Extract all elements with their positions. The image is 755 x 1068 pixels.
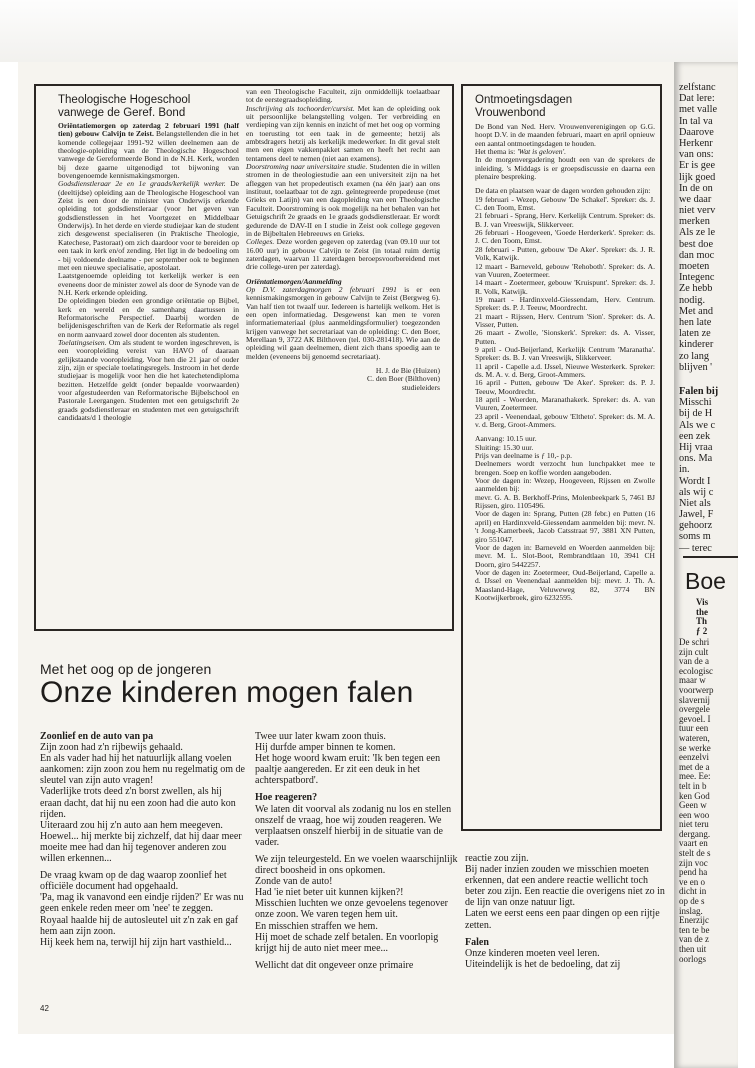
article-paragraph: Onze kinderen moeten veel leren. [465,947,600,959]
facing-page-line: met de a [679,761,710,772]
paragraph: 26 februari - Hoogeveen, 'Goede Herderkerk'. Spreker: ds. J. C. den Toom, Emst. [475,228,655,246]
facing-page-line: In tal va [679,115,713,127]
facing-page-line: kinderer [679,339,714,351]
facing-page-text-mid [679,386,738,554]
facing-page-line: op de s [679,896,705,907]
facing-page-line: best doe [679,238,714,250]
article-paragraph: Uiteraard zou hij z'n auto aan hem meegeven. [40,819,223,831]
paragraph: 14 maart - Zoetermeer, gebouw 'Kruispunt'. Spreker: ds. J. R. Volk, Katwijk. [475,278,655,296]
paragraph: 28 februari - Putten, gebouw 'De Aker'. Spreker: ds. J. R. Volk, Katwijk. [475,244,655,263]
paragraph: 26 maart - Zwolle, 'Sionskerk'. Spreker: ds. A. Visser, Putten. [475,328,655,346]
facing-page-line: een zek [679,430,711,442]
facing-page-line: stelt de s [679,848,711,859]
facing-page-line: van de a [679,656,709,667]
ontmoetingsdagen-text [475,123,655,602]
facing-page-line: ons. Ma [679,453,713,465]
facing-page-line: ken God [679,790,710,801]
paragraph: Op D.V. zaterdagmorgen 2 februari 1991 is er een kennismakingsmorgen in gebouw Calvijn te Zeist (Bergweg 6). Van half tien tot twaalf uur. Iedereen is hartelijk welkom. Het is een open informatiedag. Desgewenst kan men te voren informatiemateriaal (plus aanmeldingsformulier) toegezonden krijgen vanwege het secretariaat van de opleiding: C. den Boer, Merellaan 9, 3722 AK Bilthoven (tel. 030-281418). Wie aan de opleiding wil gaan deelnemen, dient zich thans spoedig aan te melden (eveneens bij genoemd secretariaat). [246,284,440,361]
facing-page-rule [683,556,738,558]
article-title: Onze kinderen mogen falen [40,676,414,709]
facing-page-line: hen late [679,316,712,328]
article-paragraph: Hij moet de schade zelf betalen. En voorlopig krijgt hij de auto niet meer mee... [255,931,439,954]
article-paragraph: We laten dit voorval als zodanig nu los en stellen onszelf de vraag, hoe wij zouden reageren. We verplaatsen onszelf hierbij in de situatie van de vader. [255,803,452,848]
facing-page-line: maar w [679,675,706,686]
facing-page-line: Ze hebb [679,283,713,295]
paragraph: Sluiting: 15.30 uur. [475,442,534,452]
facing-page-line: blijven ' [679,361,713,373]
article-paragraph: De vraag kwam op de dag waarop zoonlief het officiële document had opgehaald. [40,870,227,893]
article-paragraph: Vaderlijke trots deed z'n borst zwellen, als hij eraan dacht, dat hij nu een zoon had die auto kon rijden. [40,786,236,820]
facing-page-line: nodig. [679,294,706,306]
facing-page-line: Er is gee [679,160,716,172]
article-paragraph: Wellicht dat dit ongeveer onze primaire [255,959,414,971]
facing-page-line: een woo [679,809,710,820]
article-paragraph: Hoewel... hij merkte bij zichzelf, dat hij daar meer moeite mee had dan hij tegenover anderen zou willen erkennen... [40,830,242,865]
paragraph: 19 maart - Hardinxveld-Giessendam, Herv. Centrum. Spreker: ds. P. J. Teeuw, Moordrecht. [475,294,655,313]
article-paragraph: Hoe reageren? [255,792,318,804]
paragraph: 21 maart - Rijssen, Herv. Centrum 'Sion'. Spreker: ds. A. Visser, Putten. [475,311,655,329]
paragraph: 16 april - Putten, gebouw 'De Aker'. Spreker: ds. P. J. Teeuw, Moordrecht. [475,378,655,396]
facing-page-line: moeten [679,261,710,272]
facing-page-line: lijk goed [679,171,716,183]
ontmoetingsdagen-heading [475,94,655,120]
paragraph: 18 april - Woerden, Maranathakerk. Spreker: ds. A. van Vuuren, Zoetermeer. [475,395,655,413]
theologische-hogeschool-heading [58,94,239,120]
facing-page-line: gevoel. I [679,713,711,724]
paragraph: De Bond van Ned. Herv. Vrouwenverenigingen op G.G. hoopt D.V. in de maanden februari, maart en april opnieuw een aantal ontmoetingsdagen te houden. [475,122,655,148]
paragraph: De opleidingen bieden een grondige oriëntatie op Bijbel, kerk en wereld en de samenhang daartussen in Reformatorische Perspectief. Daarbij worden de belijdenisgeschriften van de Kerk der Reformatie als regel en norm aanvaard zowel door docenten als studenten. [58,296,239,339]
facing-page-line: then uit [679,944,707,954]
facing-page-line: Daarove [679,126,714,138]
facing-page-line: ƒ 2 [696,625,708,636]
paragraph: Voor de dagen in: Sprang, Putten (28 febr.) en Putten (16 april) en Hardinxveld-Giessendam aanmelden bij: mevr. N. 't Jong-Kamerbeek, Jacob Catsstraat 97, 3881 XN Putten, giro 551047. [475,509,655,544]
paragraph: van een Theologische Faculteit, zijn onmiddellijk toelaatbaar tot de eerstegraadsopleiding. [246,87,440,105]
box-heading-line: Ontmoetingsdagen [475,94,573,106]
facing-page-line: telt in b [679,780,707,791]
facing-page-line: pend ha [679,867,708,878]
facing-page-line: Th [696,616,708,627]
paragraph: Doorstroming naar universitaire studie. Studenten die in willen stromen in de theologiestudie aan een universiteit zijn na het afleggen van het propedeutisch examen (na één jaar) aan ons instituut, toelaatbaar tot de zgn. geïntegreerde propedeuse (met Grieks en Latijn) van een dagopleiding van een Theologische Faculteit. Doorstroming is ook mogelijk na het behalen van het Getuigschrift 2e graads en 1e graads godsdienstleraar. Er wordt gedurende de DAV-II en I studie in Zeist ook college gegeven in de Bijbeltalen Hebreeuws en Grieks. [246,162,440,238]
facing-page-subtitle [696,597,755,636]
article-paragraph: Laten we eerst eens een paar dingen op een rijtje zetten. [465,908,660,931]
facing-page-line: vaart en [679,838,708,849]
paragraph: Voor de dagen in: Barneveld en Woerden aanmelden bij: mevr. M. L. Slot-Boot, Rembrandtlaan 10, 3941 CH Doorn, giro 5442257. [475,542,655,569]
facing-page-line: voorwerp [679,684,714,695]
facing-page-line: Herkenr [679,137,713,149]
facing-page-line: van de z [679,934,709,945]
article-paragraph: En als vader had hij het natuurlijk allang voelen aankomen: zijn zoon zou hem nu regelmatig om de sleutel van zijn auto vragen! [40,753,245,787]
facing-page-line: van ons: [679,149,714,161]
ontmoetingsdagen-column [475,94,655,602]
facing-page-line: ve en o [679,876,705,887]
facing-page-line: Met and [679,305,714,317]
facing-page-line: Wordt I [679,475,711,487]
facing-page-line: zo lang [679,350,710,362]
article-col2 [255,731,458,971]
paragraph: Inschrijving als tochoorder/cursist. Met kan de opleiding ook uit persoonlijke belangstelling volgen. Ter verbreiding en verdieping van zijn kennis en inzicht of met het oog op vorming en toerusting tot een taak in de gemeente; hetzij als ambtsdragers hetzij als kerkelijk medewerker. In dit geval stelt men een eigen vakkenpakket samen en heeft het recht aan tentamens deel te nemen (niet aan examens). [246,103,440,163]
article-paragraph: Royaal haalde hij de autosleutel uit z'n zak en gaf hem aan zijn zoon. [40,914,239,937]
paragraph: Voor de dagen in: Zoetermeer, Oud-Beijerland, Capelle a. d. IJssel en Veenendaal aanmelden bij: mevr. J. Th. A. Maasland-Hage, Veluweweg 82, 3774 BN Kootwijkerbroek, giro 6232595. [475,567,655,602]
facing-page-line: In de on [679,182,713,194]
paragraph: Oriëntatiemorgen op zaterdag 2 februari 1991 (half tien) gebouw Calvijn te Zeist. Belangstellenden die in het komende collegejaar 1991-'92 willen deelnemen aan de theologie-opleiding van de Theologische Hogeschool vanwege de Gereformeerde Bond in de N.H. Kerk, worden bij deze gaarne uitgenodigd tot bijwoning van bovengenoemde kennismakingsmorgen. [58,121,239,181]
paragraph: 9 april - Oud-Beijerland, Kerkelijk Centrum 'Maranatha'. Spreker: ds. B. J. van Vreeswijk, Slikkerveer. [475,344,655,363]
article-paragraph: We zijn teleurgesteld. En we voelen waarschijnlijk direct boosheid in ons opkomen. [255,853,458,877]
facing-page-line: inslag. [679,905,703,916]
article-col3 [465,853,665,970]
paragraph: Prijs van deelname is ƒ 10,- p.p. [475,451,573,461]
facing-page-title: Boe [685,568,726,594]
paragraph: Godsdienstleraar 2e en 1e graads/kerkelijk werker. De (deeltijdse) opleiding aan de Theologische Hogeschool van Zeist is een door de minister van Onderwijs erkende opleiding tot godsdienstleraar (voor het geven van godsdienstlessen in het Voortgezet en Middelbaar Onderwijs). In het derde en vierde studiejaar kan de student zich desgewenst specialiseren (in Praktische Theologie, Katechese, Pastoraat) om zich daardoor voor te bereiden op een taak in kerk en/of zending. Het ligt in de bedoeling om - bij voldoende deelname - per september ook te beginnen met een nieuwe specialisatie, apostolaat. [58,179,239,272]
article-paragraph: Uiteindelijk is het de bedoeling, dat zij [465,958,621,970]
article-col1 [40,731,245,948]
article-paragraph: Het hoge woord kwam eruit: 'Ik ben tegen een paaltje aangereden. Er zit een deuk in het achterspatbord'. [255,753,441,787]
article-paragraph: Misschien luchten we onze gevoelens tegenover onze zoon. We varen tegen hem uit. [255,898,448,921]
paragraph: Deelnemers wordt verzocht hun lunchpakket mee te brengen. Soep en koffie worden aangeboden. [475,459,655,477]
paragraph: Toelatingseisen. Om als student te worden ingeschreven, is een vooropleiding vereist van HAVO of daaraan gelijkstaande vooropleiding. Voor hen die 21 jaar of ouder zijn, zijn er speciale toelatingsregels. Instroom in het derde studiejaar is mogelijk voor hen die het katechetendiploma bezitten. Hetzelfde geldt (onder bepaalde voorwaarden) voor afgestudeerden van Reformatorische Bijbelschool en Pastorale Leergangen. Studenten met een getuigschrift 2e graads godsdienstleraar en studenten met een getuigschrift candidaats/d 1 theologie [58,337,239,423]
facing-page-line: se werke [679,742,711,753]
facing-page-line: Integenc [679,272,715,284]
article-kicker: Met het oog op de jongeren [40,661,212,677]
facing-page-line: — terec [679,542,712,554]
facing-page-line: zijn voc [679,857,708,868]
paragraph: Voor de dagen in: Wezep, Hoogeveen, Rijssen en Zwolle aanmelden bij: [475,476,655,494]
facing-page-line: Enerzijc [679,915,709,926]
facing-page-line: Misschi [679,397,712,409]
paragraph: 21 februari - Sprang, Herv. Kerkelijk Centrum. Spreker: ds. B. J. van Vreeswijk, Slikkerveer. [475,211,655,229]
facing-page-line: niet teru [679,819,709,830]
paragraph: mevr. G. A. B. Berkhoff-Prins, Molenbeekpark 5, 7461 BJ Rijssen, giro. 1105496. [475,492,655,511]
facing-page-line: Niet als [679,497,711,509]
facing-page-text-top [679,82,738,373]
facing-page-line: slavernij [679,694,710,705]
facing-page-line: Dat lere: [679,93,715,105]
facing-page-line: laten ze [679,328,711,340]
facing-page-line: Als we c [679,419,716,431]
paragraph: C. den Boer (Bilthoven) [367,374,440,384]
theologische-hogeschool-text-continued [246,88,440,392]
facing-page-line: merken [679,216,710,228]
facing-page-line: Hij vraa [679,441,713,453]
facing-page-line: wateren, [679,732,710,743]
facing-page-line: eenzelvi [679,752,709,763]
facing-page-line: oorlogs [679,953,706,964]
paragraph: Het thema is: 'Wat is geloven'. [475,147,566,157]
article-paragraph: Zoonlief en de auto van pa [40,731,154,742]
facing-page-line: bij de H [679,408,713,420]
paragraph: Colleges. Deze worden gegeven op zaterdag (van 09.10 uur tot 16.00 uur) in gebouw Calvijn te Zeist (in totaal ruim dertig zaterdagen, waarvan 11 zaterdagen beroepsvoorbereidend met drie college-uren per zaterdag). [246,237,440,272]
facing-page-line: ecologisc [679,665,713,676]
page-number: 42 [40,1004,49,1013]
facing-page-line: niet verv [679,205,716,217]
paragraph: 11 april - Capelle a.d. IJssel, Nieuwe Westerkerk. Spreker: ds. M. A. v. d. Berg, Groot-Ammers. [475,361,655,379]
facing-page-line: the [696,606,708,617]
article-paragraph: Zonde van de auto! [255,876,333,888]
facing-page-line: tuur een [679,723,709,734]
facing-page-line: mee. Ee: [679,771,711,782]
page-top-margin [0,0,738,62]
facing-page-line: dergang. [679,828,711,839]
article-paragraph: Hij durfde amper binnen te komen. [255,742,396,754]
paragraph: Laatstgenoemde opleiding tot kerkelijk werker is een eveneens door de minister zowel als door de Synode van de N.H. Kerk erkende opleiding. [58,271,239,297]
facing-page-line: Jawel, F [679,509,714,521]
theologische-hogeschool-text [58,122,239,422]
facing-page-line: gehoorz [679,520,713,532]
paragraph: studieleiders [401,382,440,392]
facing-page-line: soms m [679,531,711,543]
facing-page-line: zijn cult [679,646,709,657]
box-heading-line: Vrouwenbond [475,107,546,119]
box-heading-line: Theologische Hogeschool [58,94,191,106]
paragraph: 23 april - Veenendaal, gebouw 'Eltheto'. Spreker: ds. M. A. v. d. Berg, Groot-Ammers. [475,411,655,430]
article-paragraph: Zijn zoon had z'n rijbewijs gehaald. [40,742,183,754]
paragraph: Aanvang: 10.15 uur. [475,434,537,444]
facing-page-line: ten te be [679,924,710,935]
facing-page-line: we daar [679,193,712,205]
paragraph: In de morgenvergadering houdt een van de sprekers de inleiding. 's Middags is er groepsdiscussie en daarna een plenaire bespreking. [475,155,655,182]
facing-page-heading: Falen bij [679,386,719,397]
article-paragraph: Had 'ie niet beter uit kunnen kijken?! [255,887,404,899]
article-paragraph: Hij keek hem na, terwijl hij zijn hart vasthield... [40,936,232,948]
facing-page-line: als wij c [679,486,714,498]
facing-page-line: Vis [696,597,709,607]
paragraph: De data en plaatsen waar de dagen worden gehouden zijn: [475,186,651,196]
article-paragraph: Twee uur later kwam zoon thuis. [255,731,386,742]
paragraph: Oriëntatiemorgen/Aanmelding [246,276,342,286]
facing-page-line: zelfstanc [679,82,716,93]
facing-page-line: dan moc [679,249,715,261]
facing-page-line: Geen w [679,800,707,811]
article-paragraph: reactie zou zijn. [465,853,529,864]
facing-page-line: dicht in [679,886,707,897]
article-paragraph: Falen [465,936,489,948]
article-paragraph: 'Pa, mag ik vanavond een eindje rijden?' Er was nu geen enkele reden meer om 'nee' te zeggen. [40,892,244,915]
theologische-hogeschool-col1 [58,94,239,422]
facing-page-line: met valle [679,104,718,116]
facing-page-line: overgele [679,704,710,715]
paragraph: H. J. de Bie (Huizen) [375,366,440,375]
box-heading-line: vanwege de Geref. Bond [58,107,186,119]
facing-page-line: De schri [679,637,710,647]
facing-page-line: Als ze le [679,227,716,239]
theologische-hogeschool-col2 [246,88,440,392]
article-paragraph: Bij nader inzien zouden we misschien moeten erkennen, dat een andere reactie wellicht toch beter zou zijn. Een reactie die overigens niet zo in de lijn van onze natuur ligt. [465,864,665,909]
paragraph: 12 maart - Barneveld, gebouw 'Rehoboth'. Spreker: ds. A. van Vuuren, Zoetermeer. [475,261,655,279]
facing-page-line: in. [679,464,690,476]
facing-page-text-bottom [679,637,738,964]
paragraph: 19 februari - Wezep, Gebouw 'De Schakel'. Spreker: ds. J. C. den Toom, Emst. [475,194,655,213]
article-paragraph: En misschien straffen we hem. [255,920,378,932]
